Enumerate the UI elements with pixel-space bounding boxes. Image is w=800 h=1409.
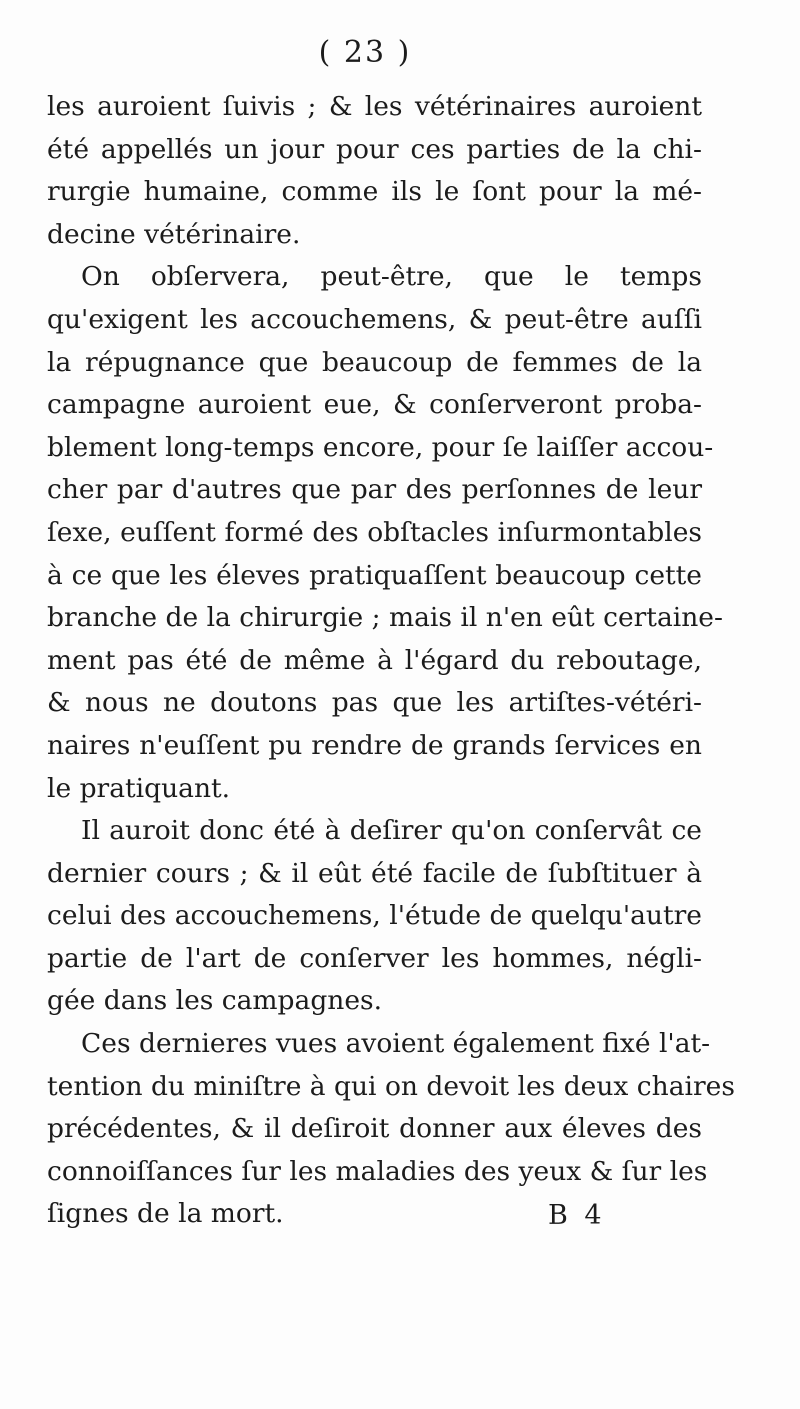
- text-line: ſexe, euſſent formé des obſtacles inſurmontables: [47, 516, 702, 548]
- text-line: gée dans les campagnes.: [47, 985, 383, 1017]
- body-text: [47, 86, 735, 1236]
- text-line: été appellés un jour pour ces parties de la chi-: [47, 133, 702, 165]
- text-line: à ce que les éleves pratiquaſſent beaucoup cette: [47, 559, 702, 591]
- text-line: Ces dernieres vues avoient également fixé l'at-: [81, 1028, 711, 1060]
- text-line: dernier cours ; & il eût été facile de ſubſtituer à: [47, 857, 702, 889]
- text-line: branche de la chirurgie ; mais il n'en eût certaine-: [47, 602, 723, 634]
- text-line: celui des accouchemens, l'étude de quelqu'autre: [47, 900, 702, 932]
- text-line: tention du miniſtre à qui on devoit les deux chaires: [47, 1070, 735, 1102]
- text-line: naires n'euſſent pu rendre de grands ſervices en: [47, 729, 702, 761]
- signature-mark: B 4: [548, 1200, 606, 1231]
- text-line: blement long-temps encore, pour ſe laiſſer accou-: [47, 431, 714, 463]
- text-line: ment pas été de même à l'égard du reboutage,: [47, 644, 702, 676]
- text-line: les auroient ſuivis ; & les vétérinaires auroient: [47, 91, 702, 122]
- text-line: ſignes de la mort.: [47, 1198, 284, 1230]
- text-line: On obſervera, peut-être, que le temps: [81, 261, 702, 293]
- text-line: la répugnance que beaucoup de femmes de la: [47, 346, 702, 378]
- text-line: rurgie humaine, comme ils le ſont pour la mé-: [47, 176, 702, 208]
- text-line: Il auroit donc été à deſirer qu'on conſervât ce: [81, 815, 702, 847]
- text-line: le pratiquant.: [47, 772, 231, 804]
- text-line: campagne auroient eue, & conſerveront proba-: [47, 389, 702, 421]
- page-number: ( 23 ): [318, 35, 412, 70]
- text-line: cher par d'autres que par des perſonnes de leur: [47, 474, 702, 506]
- text-line: connoiſſances ſur les maladies des yeux & ſur les: [47, 1155, 708, 1187]
- text-line: partie de l'art de conſerver les hommes, négli-: [47, 942, 702, 974]
- text-line: précédentes, & il deſiroit donner aux éleves des: [47, 1113, 702, 1145]
- text-line: qu'exigent les accouchemens, & peut-être auſſi: [47, 303, 702, 335]
- text-line: decine vétérinaire.: [47, 218, 301, 250]
- text-line: & nous ne doutons pas que les artiſtes-vétéri-: [47, 687, 702, 719]
